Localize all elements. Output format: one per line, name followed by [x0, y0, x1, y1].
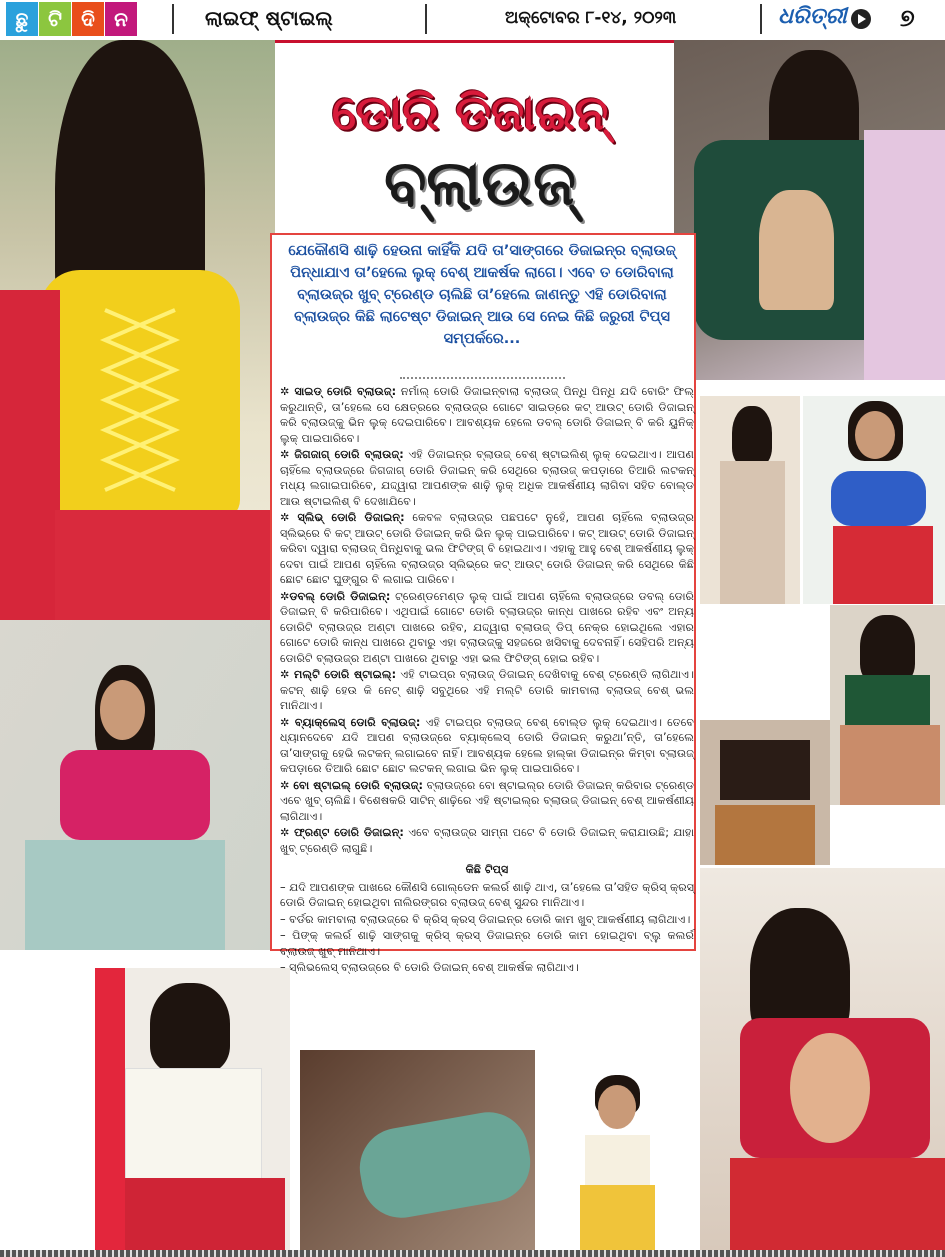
logo-char: ନ	[105, 2, 137, 36]
section-heading: ✲ ଜିଗଜାଗ୍ ଡୋରି ବ୍ଲାଉଜ୍:	[280, 448, 404, 461]
article-body	[280, 384, 694, 977]
play-icon	[851, 9, 871, 29]
article-section	[280, 510, 694, 588]
section-heading: ✲ଡବଲ୍ ଡୋରି ଡିଜାଇନ୍:	[280, 589, 391, 603]
photo-blue-blouse	[803, 396, 945, 604]
photo-green-blouse	[674, 40, 945, 380]
intro-separator	[400, 377, 565, 379]
section-text: ଏହି ଟାଇପ୍ର ବ୍ଲାଉଜ୍ ବେଶ୍ ବୋଲ୍ଡ ଲୁକ୍ ଦେଇଥାଏ। ତେବେ ଧ୍ୟାନଦେବେ ଯଦି ଆପଣ ବ୍ଲାଉଜ୍ରେ ବ୍ୟାକ୍ଲେସ୍ ଡୋରି ଡିଜାଇନ୍ କରୁଥା’ନ୍ତି, ତା’ହେଲେ ତା’ସାଙ୍ଗକୁ ହେଭି ଲଟକନ୍ ଲଗାଇବେ ନାହିଁ। ଆବଶ୍ୟକ ହେଲେ ହାଲ୍କା ଡିଜାଇନ୍ର କିମ୍ବା ବ୍ଲାଉଜ୍ କପଡ଼ାରେ ତିଆରି ଛୋଟ ଛୋଟ ଲଟକନ୍ ଲଗାଇ ଭିନ ଲୁକ୍ ପାଇପାରିବେ।	[280, 715, 694, 775]
page-number: ୭	[900, 4, 915, 32]
lace-pattern	[95, 300, 185, 550]
section-heading: ✲ ବ୍ୟାକ୍ଲେସ୍ ଡୋରି ବ୍ଲାଉଜ୍:	[280, 715, 421, 729]
section-heading: ✲ ସାଇଡ୍ ଡୋରି ବ୍ଲାଉଜ୍:	[280, 385, 397, 398]
section-heading: ✲ ବୋ ଷ୍ଟାଇଲ୍ ଡୋରି ବ୍ଲାଉଜ୍:	[280, 778, 423, 792]
photo-green-sari	[830, 605, 945, 805]
article-section	[280, 667, 694, 714]
section-heading: ✲ ମଲ୍ଟି ଡୋରି ଷ୍ଟାଇଲ୍:	[280, 668, 397, 681]
divider	[760, 4, 762, 34]
article-section	[280, 778, 694, 825]
photo-yellow-saree	[535, 1075, 695, 1250]
headline-line1: ଡୋରି ଡିଜାଇନ୍	[331, 85, 609, 141]
issue-date: ଅକ୍ଟୋବର ୮-୧୪, ୨୦୨୩	[505, 8, 677, 28]
tip-item: – ଯଦି ଆପଣଙ୍କ ପାଖରେ କୌଣସି ଗୋଲ୍ଡେନ କଲର୍ର ଶାଢ଼ି ଥାଏ, ତା’ହେଲେ ତା’ସହିତ କ୍ରିସ୍ କ୍ରସ୍ ଡୋରି ଡିଜାଇନ୍ ହୋଇଥିବା ନାଲିରଙ୍ଗର ବ୍ଲାଉଜ୍ ବେଶ୍ ସୁନ୍ଦର ମାନିଥାଏ।	[280, 880, 694, 909]
section-title: ଲାଇଫ୍ ଷ୍ଟାଇଲ୍	[205, 6, 333, 30]
logo-char: ଛୁ	[6, 2, 38, 36]
article-section	[280, 384, 694, 446]
newspaper-brand: ଧରିତ୍ରୀ	[778, 4, 847, 29]
section-text: ଏହି ଡିଜାଇନ୍ର ବ୍ଲାଉଜ୍ ବେଶ୍ ଷ୍ଟାଇଲିଶ୍ ଲୁକ୍ ଦେଇଥାଏ। ଆପଣ ଚାହିଁଲେ ବ୍ଲାଉଜ୍ରେ ଜିଗଜାଗ୍ ଡୋରି ଡିଜାଇନ୍ କରି ସେଥିରେ ବ୍ଲାଉଜ୍ କପଡ଼ାରେ ତିଆରି ଲଟକନ୍ ମଧ୍ୟ ଲଗାଇପାରିବେ, ଯଦ୍ଦ୍ୱାରା ଆପଣଙ୍କ ଶାଢ଼ି ଲୁକ୍ ଅଧିକ ଆକର୍ଷଣୀୟ ଲାଗିବା ସହିତ ବୋଲ୍ଡ ଆଉ ଷ୍ଟାଇଲିଶ୍ ବି ଦେଖାଯିବେ।	[280, 448, 694, 508]
section-text: କେବଳ ବ୍ଲାଉଜ୍ର ପଛପଟେ ନୁହେଁ, ଆପଣ ଚାହିଁଲେ ବ୍ଲାଉଜ୍ର ସ୍ଲିଭ୍ରେ ବି କଟ୍ ଆଉଟ୍ ଡୋରି ଡିଜାଇନ୍ କରି ଭିନ ଲୁକ୍ ପାଇପାରିବେ। କଟ୍ ଆଉଟ୍ ଡୋରି ଡିଜାଇନ୍ କରିବା ଦ୍ୱାରା ବ୍ଲାଉଜ୍ ପିନ୍ଧିବାକୁ ଭଲ ଫିଟିଙ୍ଗ୍ ବି ହୋଇଥାଏ। ଏହାକୁ ଆହୁ ବେଶ୍ ଆକର୍ଷଣୀୟ ଲୁକ୍ ଦେବା ପାଇଁ ଆପଣ ଚାହିଁଲେ ବ୍ଲାଉଜ୍ର ସ୍ଲିଭ୍ରେ କଟ୍ ଆଉଟ୍ ଡୋରି ଡିଜାଇନ୍ କରି ସେଥିରେ କିଛି ଛୋଟ ଛୋଟ ଘୁଙ୍ଗୁର ବି ଲଗାଇ ପାରିବେ।	[280, 511, 694, 586]
photo-yellow-blouse	[0, 40, 275, 680]
tips-heading: କିଛି ଟିପ୍ସ	[465, 863, 509, 876]
article-intro: ଯେକୌଣସି ଶାଢ଼ି ହେଉନା କାହିଁକି ଯଦି ତା’ସାଙ୍ଗରେ ଡିଜାଇନ୍ର ବ୍ଲାଉଜ୍ ପିନ୍ଧାଯାଏ ତା’ହେଲେ ଲୁକ୍ ବେଶ୍ ଆକର୍ଷକ ଲାଗେ। ଏବେ ତ ଡୋରିବାଲା ବ୍ଲାଉଜ୍ର ଖୁବ୍ ଟ୍ରେଣ୍ଡ ଚାଲିଛି ତା’ହେଲେ ଜାଣନ୍ତୁ ଏହି ଡୋରିବାଲା ବ୍ଲାଉଜ୍ର କିଛି ଲାଟେଷ୍ଟ ଡିଜାଇନ୍ ଆଉ ସେ ନେଇ କିଛି ଜରୁରୀ ଟିପ୍ସ ସମ୍ପର୍କରେ...	[288, 243, 676, 347]
photo-pink-blouse	[0, 620, 270, 950]
bottom-rule	[0, 1250, 945, 1257]
photo-red-embroidered	[700, 868, 945, 1250]
divider	[425, 4, 427, 34]
logo-char: ଦି	[72, 2, 104, 36]
headline-line2: ବ୍ଲାଉଜ୍	[384, 146, 576, 219]
tip-item: – ବର୍ଡର କାମବାଲା ବ୍ଲାଉଜ୍ରେ ବି କ୍ରିସ୍ କ୍ରସ୍ ଡିଜାଇନ୍ର ଡୋରି କାମ ଖୁବ୍ ଆକର୍ଷଣୀୟ ଲାଗିଥାଏ।	[280, 912, 691, 926]
article-section	[280, 715, 694, 777]
photo-green-sleeve	[300, 1050, 535, 1250]
section-text: ଏହି ଟାଇପ୍ର ବ୍ଲାଉଜ୍ ଡିଜାଇନ୍ ଦେଖିବାକୁ ବେଶ୍ ଟ୍ରେଣ୍ଡି ଲାଗିଥାଏ। କଟନ୍ ଶାଢ଼ି ହେଉ କି ନେଟ୍ ଶାଢ଼ି ସବୁଥିରେ ଏହି ମଲ୍ଟି ଡୋରି କାମବାଲା ବ୍ଲାଉଜ୍ ବେଶ୍ ଭଲ ମାନିଥାଏ।	[280, 668, 694, 712]
article-section	[280, 825, 694, 856]
section-heading: ✲ ଫ୍ରଣ୍ଟ ଡୋରି ଡିଜାଇନ୍:	[280, 826, 404, 839]
article-section	[280, 589, 694, 667]
section-heading: ✲ ସ୍ଲିଭ୍ ଡୋରି ଡିଜାଇନ୍:	[280, 511, 405, 524]
tip-item-last: – ସ୍ଲିଭଲେସ୍ ବ୍ଲାଉଜ୍ରେ ବି ଡୋରି ଡିଜାଇନ୍ ବେଶ୍ ଆକର୍ଷକ ଲାଗିଥାଏ।	[280, 961, 579, 974]
logo-char: ଟି	[39, 2, 71, 36]
section-text: ଏବେ ବ୍ଲାଉଜ୍ର ସାମ୍ନା ପଟେ ବି ଡୋରି ଡିଜାଇନ୍ କରାଯାଉଛି; ଯାହା ଖୁବ୍ ଟ୍ରେଣ୍ଡି ଲାଗୁଛି।	[280, 826, 694, 855]
divider	[172, 4, 174, 34]
section-text: ଟ୍ରେଣ୍ଡମେଣ୍ଡ ଲୁକ୍ ପାଇଁ ଆପଣ ଚାହିଁଲେ ବ୍ଲାଉଜ୍ରେ ଡବଲ୍ ଡୋରି ଡିଜାଇନ୍ ବି କରିପାରିବେ। ଏଥିପାଇଁ ଗୋଟେ ଡୋରି ବ୍ଲାଉଜ୍ର କାନ୍ଧ ପାଖରେ ରହିବ ଏବଂ ଅନ୍ୟ ଡୋରିଟି ବ୍ଲାଉଜ୍ର ଅଣ୍ଟା ପାଖରେ ରହିବ, ଯଦ୍ଦ୍ୱାରା ବ୍ଲାଉଜ୍ ଡିପ୍ ନେକ୍ର ହୋଇଥିଲେ ଏହାର ଗୋଟେ ଡୋରି କାନ୍ଧ ପାଖରେ ଥିବାରୁ ଏହା ବ୍ଲାଉଜ୍କୁ ସହଜରେ ଖସିବାକୁ ଦେବନାହିଁ। ସେହିପରି ଅନ୍ୟ ଡୋରିଟି ବ୍ଲାଉଜ୍ର ଅଣ୍ଟା ପାଖରେ ଥିବାରୁ ଏହା ଭଲ ଫିଟିଙ୍ଗ୍ ହୋଇ ରହିବ।	[280, 589, 694, 665]
section-logo	[6, 2, 137, 36]
tip-item: – ପିଙ୍କ୍ କଲର୍ର ଶାଢ଼ି ସାଙ୍ଗକୁ କ୍ରିସ୍ କ୍ରସ୍ ଡିଜାଇନ୍ର ଡୋରି କାମ ହୋଇଥିବା ବ୍ଲୁ କଲର୍ର ବ୍ଲାଉଜ୍ ଖୁବ୍ ମାନିଥାଏ।	[280, 929, 694, 958]
section-text: ବ୍ଲାଉଜ୍ରେ ବୋ ଷ୍ଟାଇଲ୍ର ଡୋରି ଡିଜାଇନ୍ କରିବାର ଟ୍ରେଣ୍ଡ ଏବେ ଖୁବ୍ ଚାଲିଛି। ବିଶେଷକରି ସାଟିନ୍ ଶାଢ଼ିରେ ଏହି ଷ୍ଟାଇଲ୍ର ବ୍ଲାଉଜ୍ ଡିଜାଇନ୍ ବେଶ୍ ଆକର୍ଷଣୀୟ ଲାଗିଥାଏ।	[280, 778, 695, 823]
section-text: ନର୍ମାଲ୍ ଡୋରି ଡିଜାଇନ୍ବାଲା ବ୍ଲାଉଜ୍ ପିନ୍ଧି ପିନ୍ଧି ଯଦି ବୋରିଂ ଫିଲ୍ କରୁଥାନ୍ତି, ତା’ହେଲେ ସେ କ୍ଷେତ୍ରରେ ବ୍ଲାଉଜ୍ର ଗୋଟେ ସାଇଡ୍ରେ କଟ୍ ଆଉଟ୍ ଡୋରି ଡିଜାଇନ୍ କରି ବ୍ଲାଉଜ୍କୁ ଭିନ ଲୁକ୍ ଦେଇପାରିବେ। ଆବଶ୍ୟକ ହେଲେ ଡବଲ୍ ଡୋରି ଡିଜାଇନ୍ ବି କରି ୟୁନିକ୍ ଲୁକ୍ ପାଇପାରିବେ।	[280, 385, 694, 445]
photo-black-blouse	[700, 720, 830, 865]
photo-white-blouse	[95, 968, 290, 1250]
photo-cream-saree	[700, 396, 800, 604]
article-section	[280, 447, 694, 509]
